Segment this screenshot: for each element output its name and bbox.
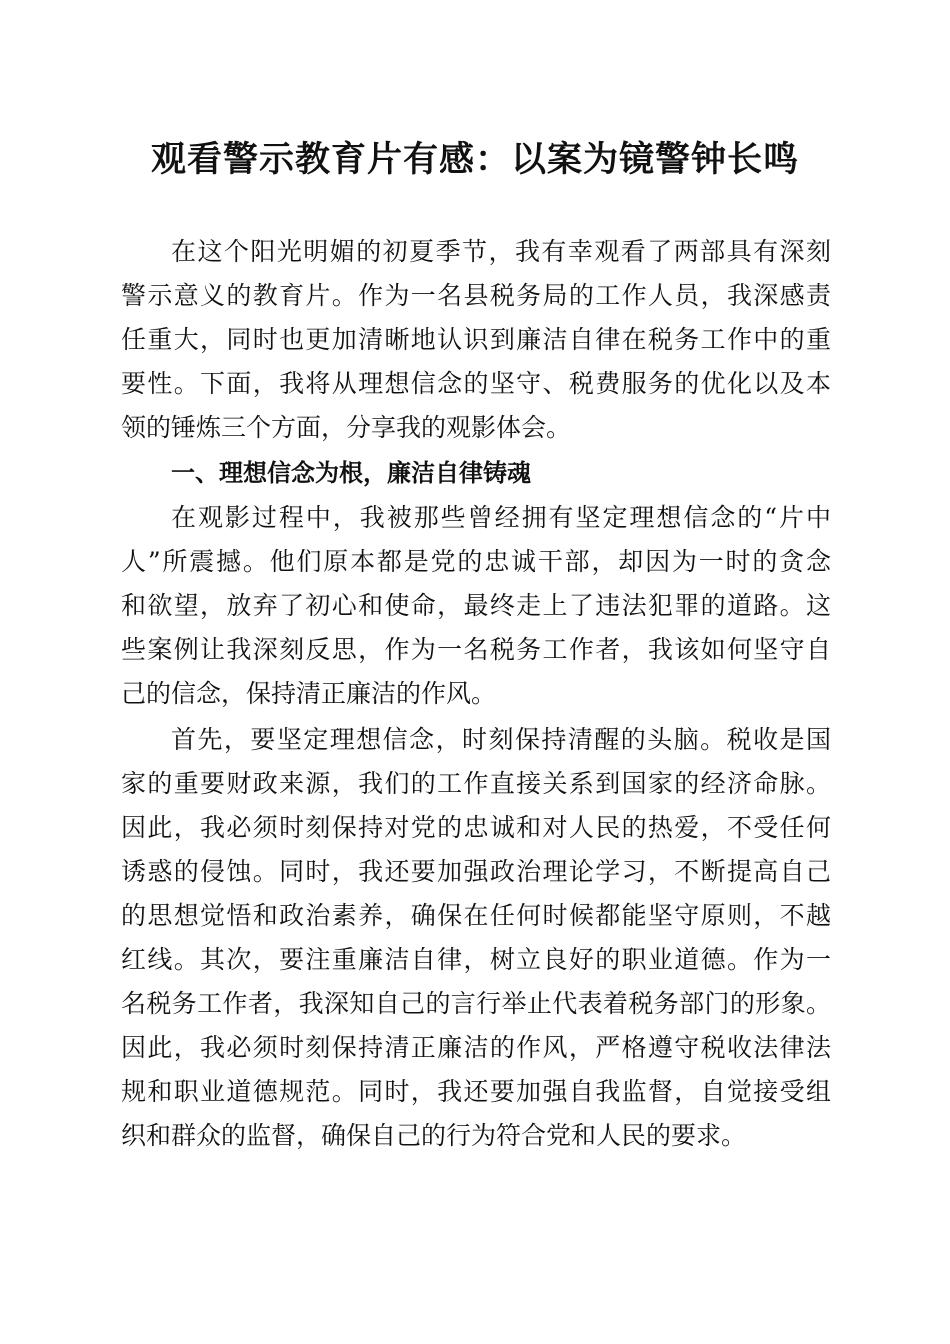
paragraph-2-line: 己的信念，保持清正廉洁的作风。 [121, 679, 497, 708]
paragraph-1-line: 领的锤炼三个方面，分享我的观影体会。 [121, 413, 572, 442]
paragraph-3-line: 红线。其次，要注重廉洁自律，树立良好的职业道德。作为一 [121, 945, 831, 974]
paragraph-3-line: 规和职业道德规范。同时，我还要加强自我监督，自觉接受组 [121, 1077, 831, 1106]
paragraph-3-line: 名税务工作者，我深知自己的言行举止代表着税务部门的形象。 [121, 989, 831, 1018]
paragraph-1-line: 在这个阳光明媚的初夏季节，我有幸观看了两部具有深刻 [171, 237, 831, 266]
section-1-heading: 一、理想信念为根，廉洁自律铸魂 [171, 459, 531, 487]
paragraph-1-line: 警示意义的教育片。作为一名县税务局的工作人员，我深感责 [121, 281, 831, 310]
paragraph-3-line: 因此，我必须时刻保持对党的忠诚和对人民的热爱，不受任何 [121, 813, 831, 842]
paragraph-3-line: 诱惑的侵蚀。同时，我还要加强政治理论学习，不断提高自己 [121, 857, 831, 886]
paragraph-2-line: 在观影过程中，我被那些曾经拥有坚定理想信念的“片中 [171, 503, 831, 532]
paragraph-3-line: 织和群众的监督，确保自己的行为符合党和人民的要求。 [121, 1121, 747, 1150]
paragraph-3-line: 的思想觉悟和政治素养，确保在任何时候都能坚守原则，不越 [121, 901, 831, 930]
document-title: 观看警示教育片有感：以案为镜警钟长鸣 [150, 139, 799, 180]
paragraph-2-line: 和欲望，放弃了初心和使命，最终走上了违法犯罪的道路。这 [121, 591, 831, 620]
paragraph-3-line: 首先，要坚定理想信念，时刻保持清醒的头脑。税收是国 [171, 725, 831, 754]
paragraph-3-line: 因此，我必须时刻保持清正廉洁的作风，严格遵守税收法律法 [121, 1033, 831, 1062]
paragraph-2-line: 些案例让我深刻反思，作为一名税务工作者，我该如何坚守自 [121, 635, 831, 664]
paragraph-1-line: 任重大，同时也更加清晰地认识到廉洁自律在税务工作中的重 [121, 325, 831, 354]
paragraph-2-line: 人”所震撼。他们原本都是党的忠诚干部，却因为一时的贪念 [121, 547, 831, 576]
paragraph-1-line: 要性。下面，我将从理想信念的坚守、税费服务的优化以及本 [121, 369, 831, 398]
paragraph-3-line: 家的重要财政来源，我们的工作直接关系到国家的经济命脉。 [121, 769, 831, 798]
